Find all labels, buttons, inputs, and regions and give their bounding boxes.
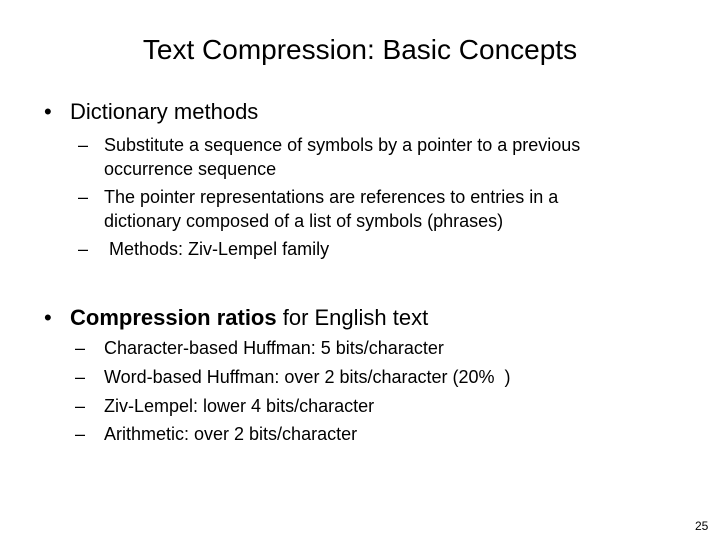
- bullet-dictionary-methods: Dictionary methods: [70, 99, 259, 124]
- dash-marker: –: [75, 338, 86, 358]
- bullet-marker: •: [44, 305, 52, 330]
- subitem-line: Character-based Huffman: 5 bits/character: [104, 338, 444, 358]
- subitem-line: dictionary composed of a list of symbols (phrases): [104, 211, 504, 231]
- subitem-line: Substitute a sequence of symbols by a pointer to a previous: [104, 135, 581, 155]
- subitem-line: Word-based Huffman: over 2 bits/character (20% ): [104, 367, 511, 387]
- phrase-rest: for English text: [276, 305, 429, 330]
- slide-title: Text Compression: Basic Concepts: [142, 34, 578, 65]
- dash-marker: –: [78, 135, 89, 155]
- subitem-line: Ziv-Lempel: lower 4 bits/character: [104, 396, 375, 416]
- subitem-line: The pointer representations are references to entries in a: [104, 187, 559, 207]
- dash-marker: –: [75, 424, 86, 444]
- subitem-line: Methods: Ziv-Lempel family: [104, 239, 330, 259]
- dash-marker: –: [75, 396, 86, 416]
- dash-marker: –: [78, 187, 89, 207]
- bold-phrase: Compression ratios: [70, 305, 277, 330]
- bullet-marker: •: [44, 99, 52, 124]
- subitem-line: occurrence sequence: [104, 159, 277, 179]
- dash-marker: –: [75, 367, 86, 387]
- page-number: 25: [695, 519, 709, 533]
- subitem-line: Arithmetic: over 2 bits/character: [104, 424, 358, 444]
- dash-marker: –: [78, 239, 89, 259]
- bullet-compression-ratios: [70, 305, 428, 331]
